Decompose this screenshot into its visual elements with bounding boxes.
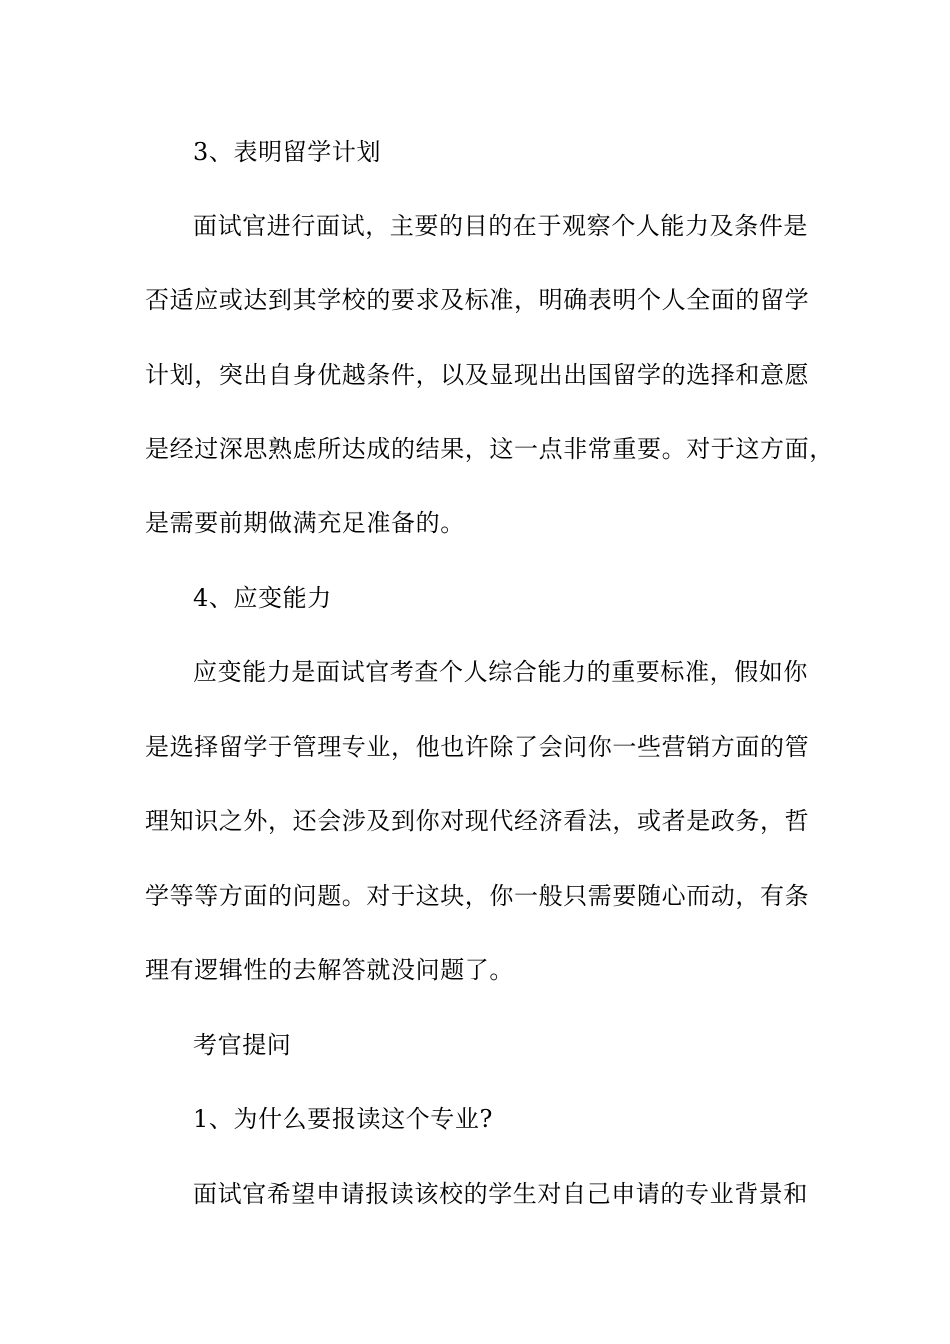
paragraph-line: 理知识之外，还会涉及到你对现代经济看法，或者是政务，哲 bbox=[145, 807, 810, 835]
paragraph-line: 理有逻辑性的去解答就没问题了。 bbox=[145, 956, 514, 984]
heading-examiner-questions: 考官提问 bbox=[193, 1031, 292, 1059]
paragraph-line: 应变能力是面试官考查个人综合能力的重要标准，假如你 bbox=[193, 658, 808, 686]
paragraph-line: 是需要前期做满充足准备的。 bbox=[145, 509, 465, 537]
paragraph-line: 面试官进行面试，主要的目的在于观察个人能力及条件是 bbox=[193, 212, 808, 240]
paragraph-line: 是经过深思熟虑所达成的结果，这一点非常重要。对于这方面， bbox=[145, 435, 834, 463]
heading-study-plan: 3、表明留学计划 bbox=[193, 138, 382, 166]
paragraph-line: 否适应或达到其学校的要求及标准，明确表明个人全面的留学 bbox=[145, 286, 810, 314]
question-heading: 1、为什么要报读这个专业? bbox=[193, 1105, 493, 1133]
paragraph-line: 面试官希望申请报读该校的学生对自己申请的专业背景和 bbox=[193, 1180, 808, 1208]
paragraph-line: 计划，突出自身优越条件，以及显现出出国留学的选择和意愿 bbox=[145, 361, 810, 389]
paragraph-line: 学等等方面的问题。对于这块，你一般只需要随心而动，有条 bbox=[145, 882, 810, 910]
paragraph-line: 是选择留学于管理专业，他也许除了会问你一些营销方面的管 bbox=[145, 733, 810, 761]
heading-adaptability: 4、应变能力 bbox=[193, 584, 332, 612]
